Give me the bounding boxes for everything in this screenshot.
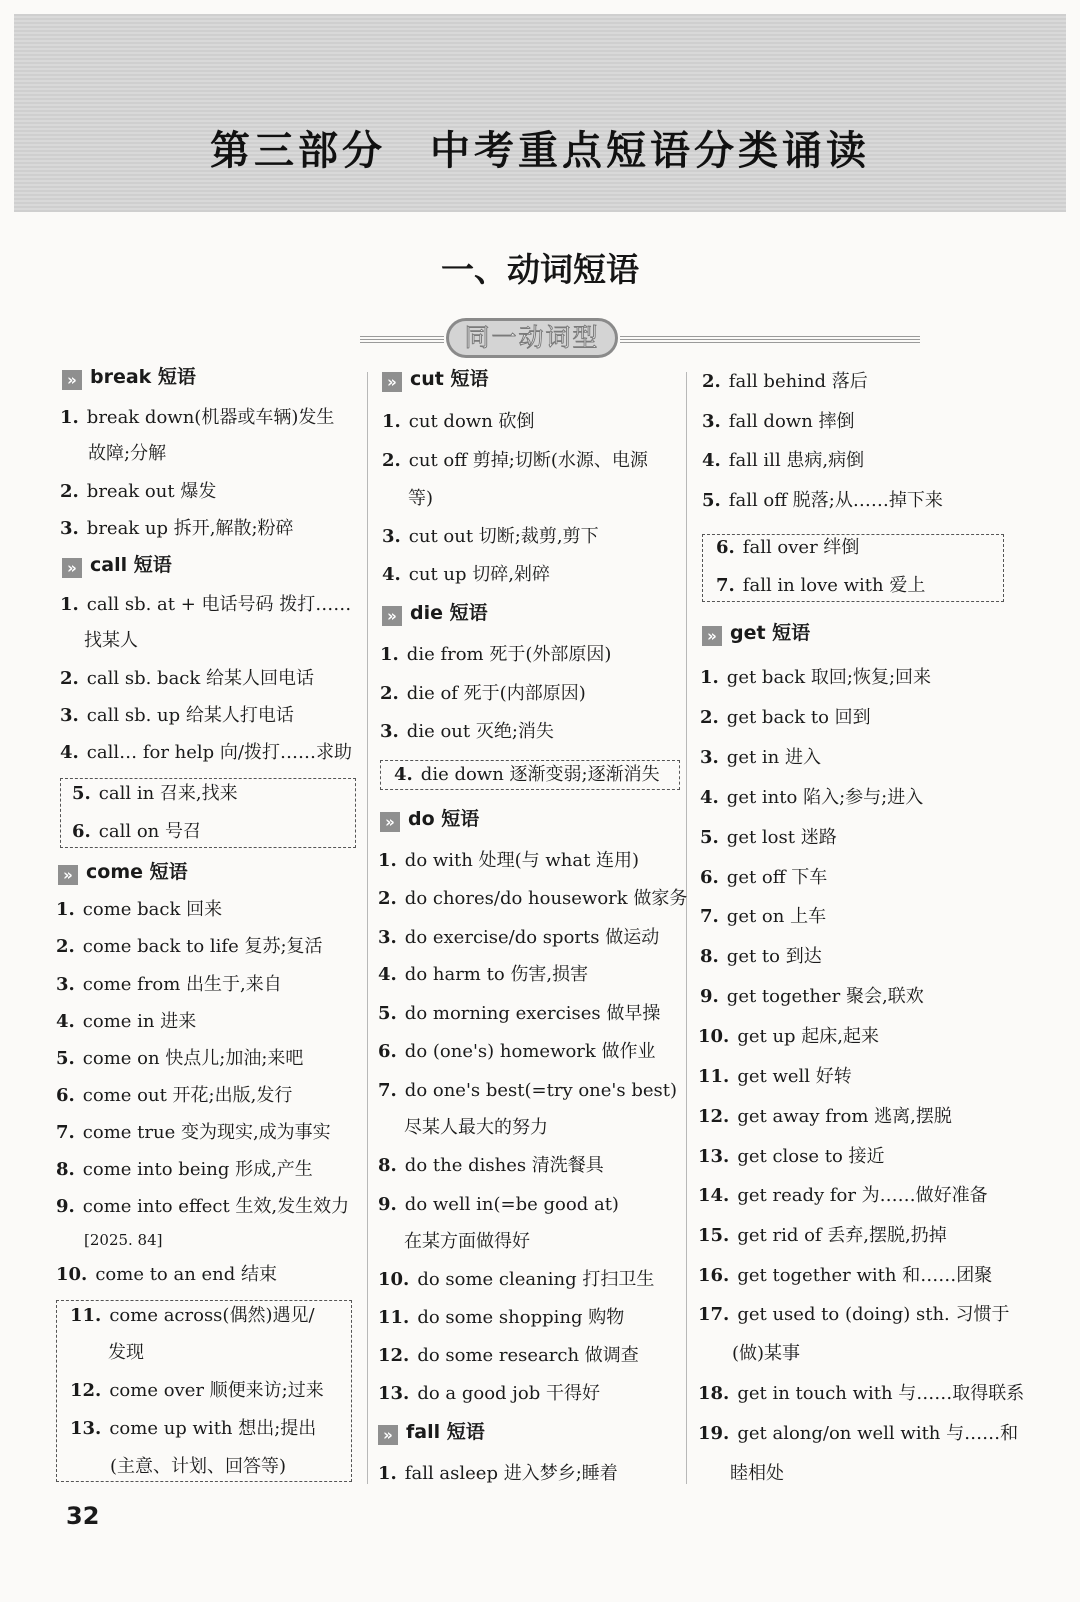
phrase-item <box>716 568 925 604</box>
item-continuation: [2025. 84] <box>84 1231 163 1249</box>
phrase-item <box>60 735 352 771</box>
item-text: cut out 切断;裁剪,剪下 <box>408 526 599 547</box>
item-text: break down(机器或车辆)发生 <box>86 407 335 428</box>
phrase-item <box>700 660 931 696</box>
phrase-item <box>60 511 294 547</box>
item-number: 18. <box>698 1383 730 1404</box>
item-number: 17. <box>698 1304 730 1325</box>
phrase-item <box>70 1411 316 1447</box>
item-text: do some research 做调查 <box>417 1345 639 1366</box>
item-number: 3. <box>380 721 399 742</box>
item-text: do exercise/do sports 做运动 <box>404 927 660 948</box>
phrase-item <box>60 400 334 436</box>
phrase-item <box>698 1416 1018 1452</box>
item-number: 7. <box>700 906 719 927</box>
group-heading-label: get 短语 <box>730 622 811 644</box>
phrase-item <box>382 557 550 593</box>
phrase-item <box>698 1059 852 1095</box>
item-text: get off 下车 <box>726 867 828 888</box>
group-heading <box>62 362 196 392</box>
item-number: 12. <box>378 1345 410 1366</box>
item-text: come across(偶然)遇见/ <box>109 1305 315 1326</box>
item-text: get together with 和……团聚 <box>737 1265 993 1286</box>
item-number: 4. <box>56 1011 75 1032</box>
group-heading <box>702 618 810 648</box>
item-number: 11. <box>70 1305 102 1326</box>
item-number: 1. <box>380 644 399 665</box>
item-text: get in 进入 <box>726 747 821 768</box>
item-text: get in touch with 与……取得联系 <box>737 1383 1025 1404</box>
item-number: 7. <box>378 1080 397 1101</box>
item-continuation: 故障;分解 <box>88 443 167 464</box>
item-number: 1. <box>60 407 79 428</box>
phrase-item <box>702 483 943 519</box>
item-number: 1. <box>700 667 719 688</box>
phrase-item <box>378 1148 604 1184</box>
item-continuation: (主意、计划、回答等) <box>110 1456 287 1477</box>
item-text: come out 开花;出版,发行 <box>82 1085 293 1106</box>
phrase-item <box>56 1004 196 1040</box>
item-number: 2. <box>702 371 721 392</box>
group-heading-label: call 短语 <box>90 554 172 576</box>
item-number: 2. <box>700 707 719 728</box>
group-heading <box>382 598 488 628</box>
item-number: 6. <box>716 537 735 558</box>
double-chevron-icon: » <box>62 370 82 390</box>
group-heading <box>380 804 479 834</box>
phrase-item <box>60 474 216 510</box>
item-number: 9. <box>378 1194 397 1215</box>
phrase-item <box>380 714 554 750</box>
item-number: 4. <box>60 742 79 763</box>
item-text: come on 快点儿;加油;来吧 <box>82 1048 304 1069</box>
item-number: 2. <box>380 683 399 704</box>
item-text: come into being 形成,产生 <box>82 1159 313 1180</box>
item-text: do (one's) homework 做作业 <box>404 1041 656 1062</box>
phrase-item <box>56 1041 303 1077</box>
item-text: call sb. up 给某人打电话 <box>86 705 294 726</box>
item-number: 4. <box>378 964 397 985</box>
phrase-item <box>378 920 659 956</box>
item-continuation: 等) <box>408 488 434 509</box>
phrase-item <box>702 404 855 440</box>
item-number: 3. <box>60 705 79 726</box>
decorative-rule-left <box>360 336 444 343</box>
item-text: die down 逐渐变弱;逐渐消失 <box>420 764 660 785</box>
item-number: 12. <box>70 1380 102 1401</box>
item-number: 9. <box>56 1196 75 1217</box>
item-text: die out 灭绝;消失 <box>406 721 554 742</box>
phrase-item <box>60 698 294 734</box>
item-number: 1. <box>56 899 75 920</box>
item-number: 7. <box>56 1122 75 1143</box>
item-number: 2. <box>60 668 79 689</box>
section-title: 一、动词短语 <box>441 250 639 289</box>
item-number: 1. <box>382 411 401 432</box>
item-number: 8. <box>700 946 719 967</box>
item-number: 3. <box>700 747 719 768</box>
item-number: 3. <box>378 927 397 948</box>
item-text: get back to 回到 <box>726 707 871 728</box>
item-text: fall behind 落后 <box>728 371 868 392</box>
group-heading <box>378 1417 485 1447</box>
phrase-item <box>72 814 201 850</box>
group-heading <box>382 364 489 394</box>
item-text: break up 拆开,解散;粉碎 <box>86 518 294 539</box>
item-text: call on 号召 <box>98 821 201 842</box>
item-number: 9. <box>700 986 719 1007</box>
phrase-item <box>378 881 687 917</box>
item-text: come true 变为现实,成为事实 <box>82 1122 331 1143</box>
phrase-item <box>56 1115 331 1151</box>
item-number: 4. <box>382 564 401 585</box>
phrase-item <box>56 1078 292 1114</box>
item-number: 10. <box>698 1026 730 1047</box>
item-continuation: 睦相处 <box>730 1463 784 1484</box>
phrase-item <box>378 1376 600 1412</box>
item-number: 13. <box>698 1146 730 1167</box>
item-number: 10. <box>56 1264 88 1285</box>
item-continuation: 在某方面做得好 <box>404 1231 530 1252</box>
item-continuation: 找某人 <box>84 630 138 651</box>
phrase-item <box>702 443 864 479</box>
item-text: come back 回来 <box>82 899 223 920</box>
item-text: come to an end 结束 <box>95 1264 278 1285</box>
group-heading <box>62 550 172 580</box>
item-text: come over 顺便来访;过来 <box>109 1380 324 1401</box>
item-number: 5. <box>56 1048 75 1069</box>
page-banner <box>14 14 1066 212</box>
phrase-item <box>382 443 648 479</box>
item-text: cut down 砍倒 <box>408 411 535 432</box>
item-number: 2. <box>382 450 401 471</box>
category-label: 同一动词型 <box>446 318 618 358</box>
item-text: call… for help 向/拨打……求助 <box>86 742 352 763</box>
phrase-item <box>378 1034 656 1070</box>
phrase-item <box>700 740 821 776</box>
item-text: get along/on well with 与……和 <box>737 1423 1019 1444</box>
item-number: 5. <box>700 827 719 848</box>
phrase-item <box>378 957 588 993</box>
phrase-item <box>700 979 924 1015</box>
item-number: 5. <box>378 1003 397 1024</box>
item-text: cut up 切碎,剁碎 <box>408 564 550 585</box>
item-number: 6. <box>700 867 719 888</box>
item-text: get lost 迷路 <box>726 827 837 848</box>
item-number: 4. <box>702 450 721 471</box>
item-number: 16. <box>698 1265 730 1286</box>
phrase-item <box>700 860 827 896</box>
item-text: do some shopping 购物 <box>417 1307 625 1328</box>
item-continuation: (做)某事 <box>732 1343 801 1364</box>
item-continuation: 尽某人最大的努力 <box>404 1117 548 1138</box>
item-number: 19. <box>698 1423 730 1444</box>
double-chevron-icon: » <box>702 626 722 646</box>
item-number: 7. <box>716 575 735 596</box>
phrase-item <box>378 996 660 1032</box>
item-number: 5. <box>72 783 91 804</box>
item-text: get well 好转 <box>737 1066 852 1087</box>
item-text: get to 到达 <box>726 946 822 967</box>
item-text: get ready for 为……做好准备 <box>737 1185 988 1206</box>
group-heading-label: do 短语 <box>408 808 480 830</box>
item-number: 11. <box>378 1307 410 1328</box>
column-divider-2 <box>686 372 687 1484</box>
double-chevron-icon: » <box>380 812 400 832</box>
item-number: 2. <box>60 481 79 502</box>
phrase-item <box>60 661 314 697</box>
item-text: get back 取回;恢复;回来 <box>726 667 932 688</box>
item-number: 12. <box>698 1106 730 1127</box>
double-chevron-icon: » <box>382 372 402 392</box>
item-text: come from 出生于,来自 <box>82 974 282 995</box>
phrase-item <box>698 1218 947 1254</box>
item-number: 3. <box>382 526 401 547</box>
item-text: call in 召来,找来 <box>98 783 238 804</box>
phrase-item <box>56 1152 313 1188</box>
group-heading <box>58 857 188 887</box>
phrase-item <box>56 929 323 965</box>
banner-title: 第三部分 中考重点短语分类诵读 <box>210 128 870 174</box>
item-text: die from 死于(外部原因) <box>406 644 612 665</box>
item-text: get up 起床,起来 <box>737 1026 880 1047</box>
phrase-item <box>698 1376 1024 1412</box>
phrase-item <box>56 1257 277 1293</box>
phrase-item <box>698 1099 952 1135</box>
item-text: fall ill 患病,病倒 <box>728 450 865 471</box>
item-number: 2. <box>378 888 397 909</box>
double-chevron-icon: » <box>58 865 78 885</box>
phrase-item <box>378 1187 619 1223</box>
double-chevron-icon: » <box>382 606 402 626</box>
phrase-item <box>378 1262 654 1298</box>
item-text: get close to 接近 <box>737 1146 885 1167</box>
item-number: 3. <box>56 974 75 995</box>
item-number: 8. <box>56 1159 75 1180</box>
phrase-item <box>382 519 599 555</box>
phrase-item <box>380 637 611 673</box>
group-heading-label: cut 短语 <box>410 368 489 390</box>
phrase-item <box>702 364 868 400</box>
item-text: get on 上车 <box>726 906 827 927</box>
phrase-item <box>380 676 586 712</box>
item-number: 3. <box>60 518 79 539</box>
phrase-item <box>700 700 871 736</box>
item-text: do a good job 干得好 <box>417 1383 600 1404</box>
decorative-rule-right <box>620 336 920 343</box>
item-text: come back to life 复苏;复活 <box>82 936 323 957</box>
item-text: do chores/do housework 做家务 <box>404 888 688 909</box>
item-text: break out 爆发 <box>86 481 217 502</box>
item-text: fall in love with 爱上 <box>742 575 926 596</box>
phrase-item <box>700 939 822 975</box>
phrase-item <box>698 1178 988 1214</box>
item-number: 4. <box>394 764 413 785</box>
item-continuation: 发现 <box>108 1342 144 1363</box>
item-number: 5. <box>702 490 721 511</box>
item-number: 4. <box>700 787 719 808</box>
page-number: 32 <box>66 1502 100 1530</box>
item-text: die of 死于(内部原因) <box>406 683 586 704</box>
phrase-item <box>378 843 639 879</box>
item-number: 1. <box>60 594 79 615</box>
phrase-item <box>700 780 923 816</box>
item-text: get rid of 丢弃,摆脱,扔掉 <box>737 1225 947 1246</box>
item-text: do some cleaning 打扫卫生 <box>417 1269 655 1290</box>
group-heading-label: come 短语 <box>86 861 188 883</box>
item-text: do one's best(=try one's best) <box>404 1080 678 1101</box>
phrase-item <box>378 1073 677 1109</box>
phrase-item <box>698 1019 879 1055</box>
item-text: get away from 逃离,摆脱 <box>737 1106 952 1127</box>
phrase-item <box>394 757 660 793</box>
item-text: fall asleep 进入梦乡;睡着 <box>404 1463 618 1484</box>
column-divider-1 <box>367 372 368 1484</box>
phrase-item <box>700 820 837 856</box>
phrase-item <box>378 1456 618 1492</box>
item-text: get used to (doing) sth. 习惯于 <box>737 1304 1010 1325</box>
item-text: do harm to 伤害,损害 <box>404 964 589 985</box>
item-text: fall down 摔倒 <box>728 411 855 432</box>
item-number: 13. <box>378 1383 410 1404</box>
phrase-item <box>698 1258 992 1294</box>
item-text: call sb. back 给某人回电话 <box>86 668 315 689</box>
phrase-item <box>378 1338 639 1374</box>
item-text: come in 进来 <box>82 1011 197 1032</box>
item-number: 10. <box>378 1269 410 1290</box>
item-text: fall off 脱落;从……掉下来 <box>728 490 943 511</box>
phrase-item <box>56 967 282 1003</box>
item-number: 8. <box>378 1155 397 1176</box>
phrase-item <box>60 587 351 623</box>
item-number: 15. <box>698 1225 730 1246</box>
phrase-item <box>700 899 826 935</box>
item-number: 1. <box>378 850 397 871</box>
phrase-item <box>70 1298 315 1334</box>
item-text: do with 处理(与 what 连用) <box>404 850 640 871</box>
item-number: 13. <box>70 1418 102 1439</box>
phrase-item <box>382 404 535 440</box>
double-chevron-icon: » <box>378 1425 398 1445</box>
group-heading-label: fall 短语 <box>406 1421 485 1443</box>
item-number: 6. <box>72 821 91 842</box>
item-text: do well in(=be good at) <box>404 1194 619 1215</box>
item-number: 6. <box>56 1085 75 1106</box>
phrase-item <box>716 530 859 566</box>
double-chevron-icon: » <box>62 558 82 578</box>
item-text: call sb. at + 电话号码 拨打…… <box>86 594 352 615</box>
group-heading-label: die 短语 <box>410 602 488 624</box>
phrase-item <box>378 1300 624 1336</box>
item-number: 1. <box>378 1463 397 1484</box>
phrase-item <box>56 1189 349 1225</box>
item-number: 2. <box>56 936 75 957</box>
item-text: fall over 绊倒 <box>742 537 860 558</box>
item-text: get together 聚会,联欢 <box>726 986 924 1007</box>
phrase-item <box>698 1139 885 1175</box>
item-text: get into 陷入;参与;进入 <box>726 787 924 808</box>
item-number: 3. <box>702 411 721 432</box>
item-text: come up with 想出;提出 <box>109 1418 317 1439</box>
phrase-item <box>70 1373 324 1409</box>
item-text: cut off 剪掉;切断(水源、电源 <box>408 450 648 471</box>
phrase-item <box>72 776 238 812</box>
item-number: 6. <box>378 1041 397 1062</box>
item-number: 11. <box>698 1066 730 1087</box>
phrase-item <box>698 1297 1009 1333</box>
item-text: do morning exercises 做早操 <box>404 1003 661 1024</box>
phrase-item <box>56 892 222 928</box>
item-number: 14. <box>698 1185 730 1206</box>
item-text: come into effect 生效,发生效力 <box>82 1196 350 1217</box>
group-heading-label: break 短语 <box>90 366 196 388</box>
item-text: do the dishes 清洗餐具 <box>404 1155 604 1176</box>
